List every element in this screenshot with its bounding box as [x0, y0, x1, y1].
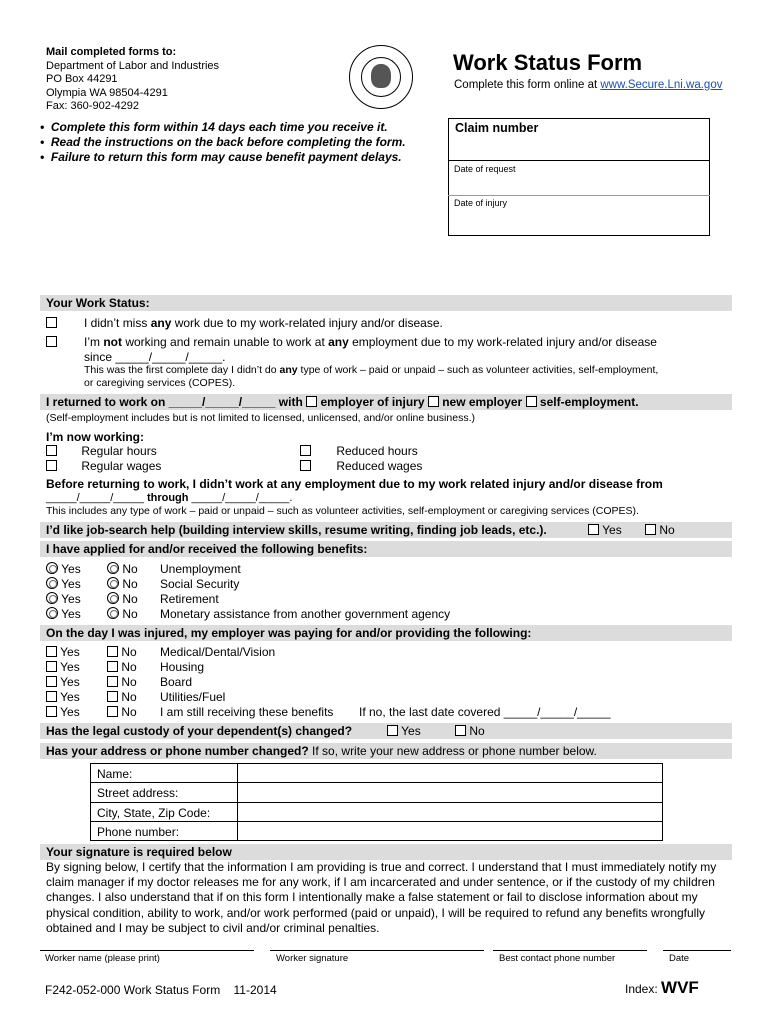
- checkbox-no[interactable]: [107, 676, 118, 687]
- employer-row-no: No: [107, 660, 137, 674]
- signature-line: [663, 950, 731, 951]
- before-return-note: This includes any type of work – paid or unpaid – such as volunteer activities, self-employment or caregiving services (COPES).: [46, 505, 639, 517]
- employer-label: Utilities/Fuel: [160, 690, 226, 704]
- benefit-row-no: No: [107, 577, 138, 591]
- custody-yes: Yes: [387, 724, 421, 738]
- online-prefix: Complete this form online at: [454, 79, 601, 91]
- employer-row-no: No: [107, 645, 137, 659]
- custody-no: No: [455, 724, 485, 738]
- option-2-note: This was the first complete day I didn’t do any type of work – paid or unpaid – such as volunteer activities, self-employment,: [84, 364, 659, 376]
- benefit-row-no: No: [107, 592, 138, 606]
- phone-field[interactable]: Phone number:: [97, 825, 180, 839]
- instruction-item: • Failure to return this form may cause benefit payment delays.: [40, 150, 402, 164]
- since-date[interactable]: since _____/_____/_____.: [84, 350, 226, 364]
- option-employer-of-injury: employer of injury: [320, 395, 425, 409]
- state-seal-icon: [349, 45, 413, 109]
- benefit-label: Unemployment: [160, 562, 241, 576]
- checkbox-yes[interactable]: [46, 691, 57, 702]
- mail-heading: Mail completed forms to:: [46, 46, 177, 58]
- mailing-address: [46, 46, 219, 114]
- city-field[interactable]: City, State, Zip Code:: [97, 806, 211, 820]
- returned-row: [46, 394, 639, 410]
- mail-line: PO Box 44291: [46, 73, 118, 85]
- work-status-header: Your Work Status:: [46, 296, 150, 310]
- self-employment-note: (Self-employment includes but is not limited to licensed, unlicensed, and/or online business.): [46, 412, 475, 424]
- address-label: Has your address or phone number changed? If so, write your new address or phone number below.: [46, 744, 597, 758]
- benefit-row-no: No: [107, 607, 138, 621]
- radio-no[interactable]: [107, 577, 119, 589]
- benefit-row: Yes: [46, 607, 81, 621]
- checkbox-yes[interactable]: [46, 661, 57, 672]
- employer-paying-header: On the day I was injured, my employer was paying for and/or providing the following:: [46, 626, 532, 640]
- signature-line: [493, 950, 647, 951]
- checkbox[interactable]: [588, 524, 599, 535]
- signature-header: Your signature is required below: [46, 845, 232, 859]
- employer-row: Yes: [46, 660, 80, 674]
- divider: [90, 821, 663, 822]
- checkbox[interactable]: [46, 460, 57, 471]
- radio-no[interactable]: [107, 562, 119, 574]
- signature-line: [270, 950, 484, 951]
- option-2-note-2: or caregiving services (COPES).: [84, 377, 236, 389]
- divider: [448, 160, 710, 161]
- now-working-regular-hours: Regular hours: [46, 444, 157, 458]
- benefits-header: I have applied for and/or received the following benefits:: [46, 542, 368, 556]
- employer-label: Board: [160, 675, 193, 689]
- now-working-regular-wages: Regular wages: [46, 459, 161, 473]
- checkbox-yes[interactable]: [46, 676, 57, 687]
- checkbox[interactable]: [645, 524, 656, 535]
- claim-number-label: Claim number: [455, 121, 539, 135]
- option-self-employment: self-employment.: [539, 395, 639, 409]
- benefit-label: Retirement: [160, 592, 219, 606]
- employer-row: Yes: [46, 675, 80, 689]
- checkbox[interactable]: [300, 445, 311, 456]
- mail-line: Fax: 360-902-4292: [46, 100, 139, 112]
- checkbox-yes[interactable]: [46, 706, 57, 717]
- checkbox[interactable]: [300, 460, 311, 471]
- name-field[interactable]: Name:: [97, 767, 133, 781]
- job-search-label: I’d like job-search help (building interview skills, resume writing, finding job leads, etc.).: [46, 523, 547, 537]
- instruction-item: • Read the instructions on the back before completing the form.: [40, 135, 406, 149]
- now-working-reduced-hours: Reduced hours: [300, 444, 418, 458]
- date-label: Date: [669, 953, 690, 964]
- checkbox[interactable]: [428, 396, 439, 407]
- date-request-label: Date of request: [454, 164, 516, 174]
- checkbox[interactable]: [387, 725, 398, 736]
- now-working-header: I’m now working:: [46, 430, 144, 444]
- benefit-row-no: No: [107, 562, 138, 576]
- job-search-no: No: [645, 523, 675, 537]
- online-note: [454, 79, 722, 91]
- work-status-option-1: [46, 316, 57, 330]
- checkbox[interactable]: [46, 336, 57, 347]
- last-date-covered[interactable]: If no, the last date covered _____/_____/_____: [359, 705, 611, 719]
- employer-row: Yes: [46, 690, 80, 704]
- form-title: Work Status Form: [453, 50, 643, 75]
- worker-name-label: Worker name (please print): [45, 953, 160, 964]
- benefit-label: Monetary assistance from another government agency: [160, 607, 451, 621]
- custody-label: Has the legal custody of your dependent(s) changed?: [46, 724, 353, 738]
- address-column-divider: [237, 763, 238, 782]
- employer-row-no: No: [107, 675, 137, 689]
- divider: [90, 782, 663, 783]
- checkbox-no[interactable]: [107, 706, 118, 717]
- benefit-row: Yes: [46, 562, 81, 576]
- option-new-employer: new employer: [442, 395, 523, 409]
- employer-label: Housing: [160, 660, 205, 674]
- checkbox[interactable]: [526, 396, 537, 407]
- before-return-dates[interactable]: _____/_____/_____ through _____/_____/_____.: [46, 492, 293, 504]
- address-column-divider: [237, 782, 238, 841]
- checkbox-no[interactable]: [107, 646, 118, 657]
- checkbox[interactable]: [46, 445, 57, 456]
- index: Index: WVF: [625, 978, 699, 997]
- divider: [90, 802, 663, 803]
- online-link[interactable]: www.Secure.Lni.wa.gov: [600, 79, 723, 91]
- benefit-label: Social Security: [160, 577, 240, 591]
- radio-yes[interactable]: [46, 592, 58, 604]
- employer-row-no: No: [107, 705, 137, 719]
- date-injury-label: Date of injury: [454, 198, 508, 208]
- work-status-option-2: [46, 335, 57, 349]
- benefit-row: Yes: [46, 577, 81, 591]
- certification-text: By signing below, I certify that the information I am providing is true and correct. I understand that I must immediately notify my claim manager if my doctor releases me for any work, if I am incarcerated and under sentence, or if the custody of my children changes. I also understand that if on this form I intentionally make a false statement or fail to disclose information about my physical condition, ability to work, and/or work performed (paid or unpaid), I will be required to refund any benefits wrongfully obtained and I may be subject to civil and/or criminal penalties.: [46, 860, 717, 935]
- instructions: [40, 120, 406, 165]
- worker-signature-label: Worker signature: [276, 953, 349, 964]
- now-working-reduced-wages: Reduced wages: [300, 459, 422, 473]
- mail-line: Department of Labor and Industries: [46, 59, 220, 72]
- checkbox-no[interactable]: [107, 661, 118, 672]
- street-field[interactable]: Street address:: [97, 786, 179, 800]
- job-search-yes: Yes: [588, 523, 622, 537]
- form-id: F242-052-000 Work Status Form 11-2014: [45, 983, 277, 997]
- checkbox-yes[interactable]: [46, 646, 57, 657]
- before-return-text: Before returning to work, I didn’t work at any employment due to my work related injury and/or disease from: [46, 477, 663, 491]
- employer-label: I am still receiving these benefits: [160, 705, 334, 719]
- radio-yes[interactable]: [46, 562, 58, 574]
- benefit-row: Yes: [46, 592, 81, 606]
- phone-label: Best contact phone number: [499, 953, 616, 964]
- radio-no[interactable]: [107, 592, 119, 604]
- divider: [448, 195, 710, 196]
- checkbox[interactable]: [46, 317, 57, 328]
- mail-line: Olympia WA 98504-4291: [46, 86, 168, 99]
- employer-row: Yes: [46, 705, 80, 719]
- work-status-option-1-text: I didn’t miss any work due to my work-related injury and/or disease.: [84, 316, 443, 330]
- signature-line: [40, 950, 254, 951]
- work-status-option-2-text: I’m not working and remain unable to work at any employment due to my work-related injury and/or disease: [84, 335, 657, 349]
- claim-box: [448, 118, 710, 236]
- instruction-item: • Complete this form within 14 days each time you receive it.: [40, 120, 388, 134]
- radio-yes[interactable]: [46, 577, 58, 589]
- employer-label: Medical/Dental/Vision: [160, 645, 276, 659]
- radio-no[interactable]: [107, 607, 119, 619]
- checkbox[interactable]: [455, 725, 466, 736]
- employer-row-no: No: [107, 690, 137, 704]
- checkbox[interactable]: [306, 396, 317, 407]
- employer-row: Yes: [46, 645, 80, 659]
- radio-yes[interactable]: [46, 607, 58, 619]
- checkbox-no[interactable]: [107, 691, 118, 702]
- returned-label: I returned to work on _____/_____/_____ with: [46, 395, 303, 409]
